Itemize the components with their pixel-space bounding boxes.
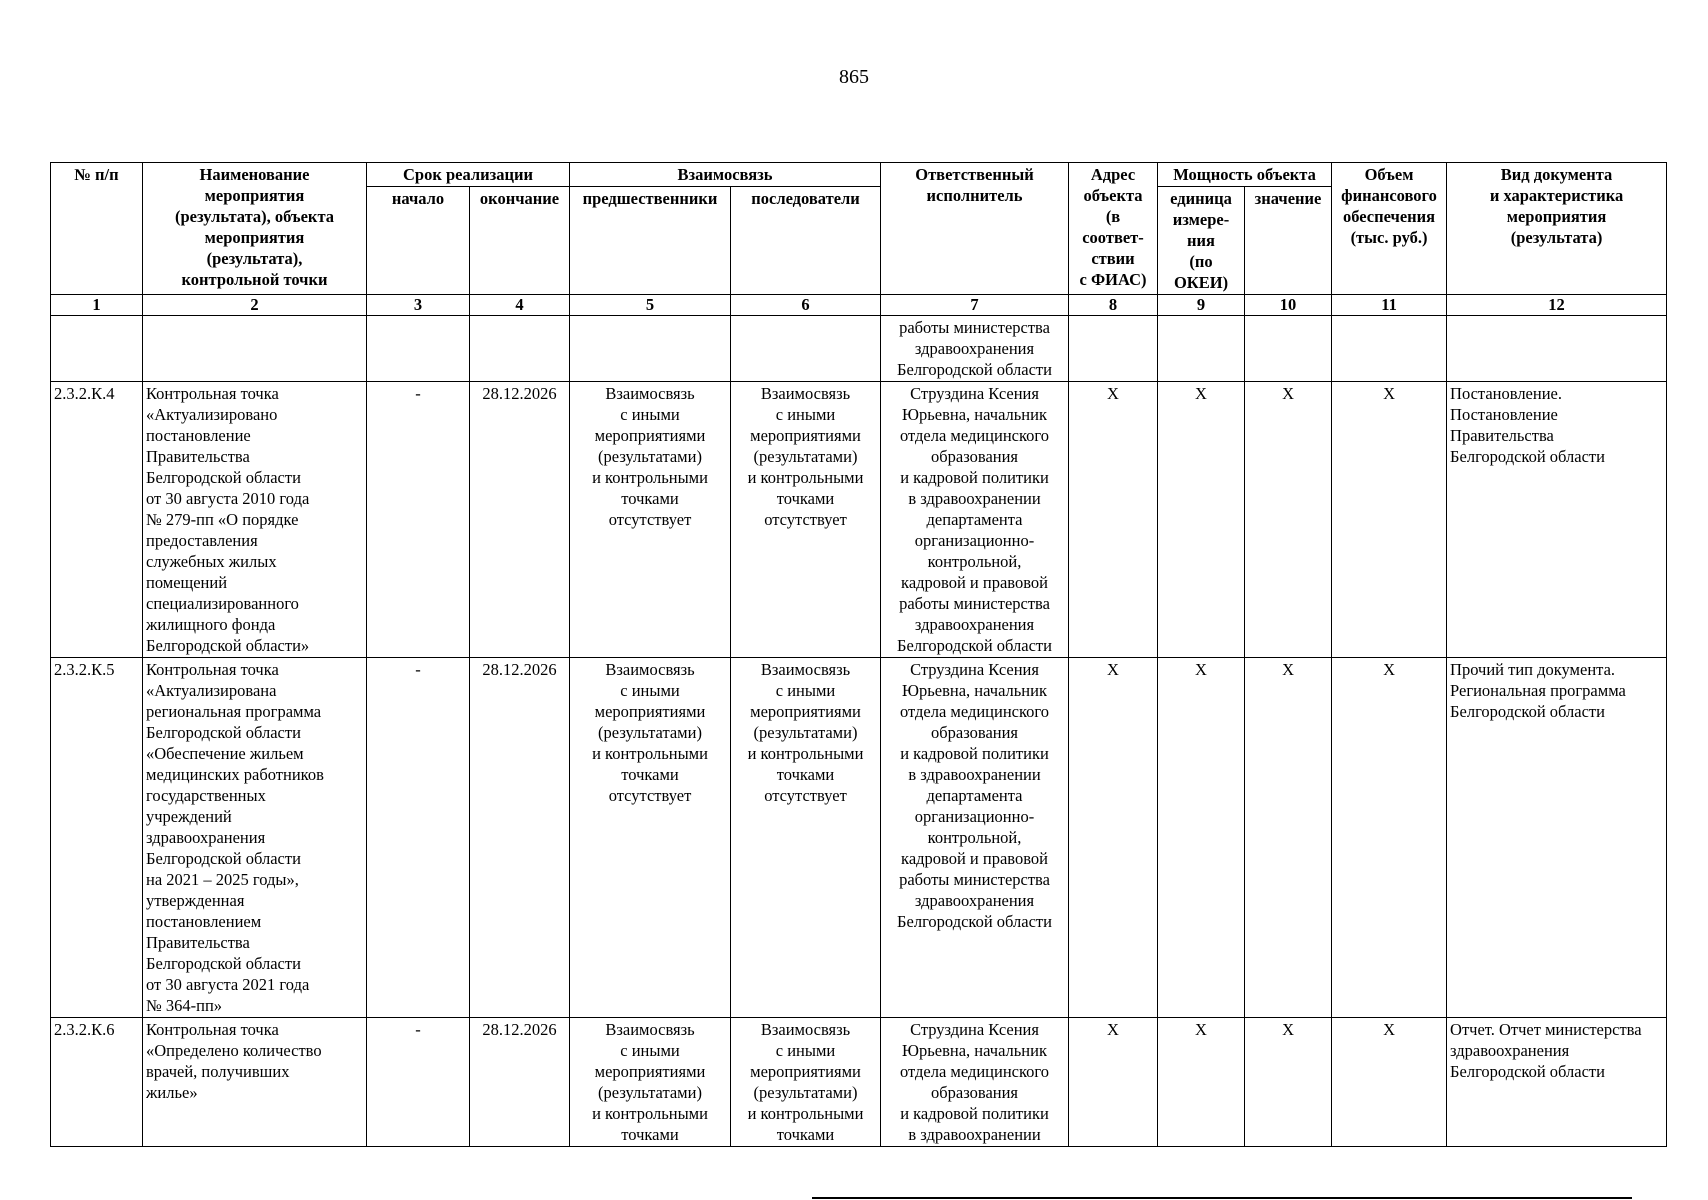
col-number: 10 (1245, 295, 1332, 316)
cell-name (143, 316, 367, 382)
cell-end: 28.12.2026 (470, 1018, 570, 1147)
cell-start: - (367, 382, 470, 658)
cell-address (1069, 316, 1158, 382)
cell-start: - (367, 1018, 470, 1147)
cell-predecessors: Взаимосвязь с иными мероприятиями (результатами) и контрольными точками (570, 1018, 731, 1147)
header-capacity-unit: единица измере- ния (по ОКЕИ) (1158, 187, 1245, 295)
cell-start (367, 316, 470, 382)
col-number: 2 (143, 295, 367, 316)
cell-responsible: Струздина Ксения Юрьевна, начальник отдела медицинского образования и кадровой политики в здравоохранении департамента организационно- контрольной, кадровой и правовой работы министерства здравоохранения Белгородской области (881, 658, 1069, 1018)
header-doc-type: Вид документа и характеристика мероприятия (результата) (1447, 163, 1667, 295)
col-number: 8 (1069, 295, 1158, 316)
cell-responsible: Струздина Ксения Юрьевна, начальник отдела медицинского образования и кадровой политики в здравоохранении (881, 1018, 1069, 1147)
header-term-group: Срок реализации (367, 163, 570, 187)
cell-number: 2.3.2.К.6 (51, 1018, 143, 1147)
cell-responsible: Струздина Ксения Юрьевна, начальник отдела медицинского образования и кадровой политики в здравоохранении департамента организационно- контрольной, кадровой и правовой работы министерства здравоохранения Белгородской области (881, 382, 1069, 658)
cell-name: Контрольная точка «Определено количество врачей, получивших жилье» (143, 1018, 367, 1147)
table-row (51, 316, 1667, 382)
cell-value: X (1245, 1018, 1332, 1147)
cell-predecessors (570, 316, 731, 382)
cell-end (470, 316, 570, 382)
cell-address: X (1069, 658, 1158, 1018)
cell-doc-type: Прочий тип документа. Региональная программа Белгородской области (1447, 658, 1667, 1018)
table-row (51, 658, 1667, 1018)
cell-value: X (1245, 658, 1332, 1018)
header-capacity-value: значение (1245, 187, 1332, 295)
cell-predecessors: Взаимосвязь с иными мероприятиями (результатами) и контрольными точками отсутствует (570, 658, 731, 1018)
header-capacity-group: Мощность объекта (1158, 163, 1332, 187)
header-responsible: Ответственный исполнитель (881, 163, 1069, 295)
header-link-pred: предшественники (570, 187, 731, 295)
cell-value: X (1245, 382, 1332, 658)
col-number: 3 (367, 295, 470, 316)
cell-unit (1158, 316, 1245, 382)
cell-number: 2.3.2.К.5 (51, 658, 143, 1018)
cell-successors (731, 316, 881, 382)
cell-unit: X (1158, 658, 1245, 1018)
cell-finance: X (1332, 1018, 1447, 1147)
header-link-succ: последователи (731, 187, 881, 295)
col-number: 4 (470, 295, 570, 316)
cell-unit: X (1158, 1018, 1245, 1147)
cell-successors: Взаимосвязь с иными мероприятиями (результатами) и контрольными точками (731, 1018, 881, 1147)
header-link-group: Взаимосвязь (570, 163, 881, 187)
col-number: 7 (881, 295, 1069, 316)
cell-predecessors: Взаимосвязь с иными мероприятиями (результатами) и контрольными точками отсутствует (570, 382, 731, 658)
cell-value (1245, 316, 1332, 382)
header-term-start: начало (367, 187, 470, 295)
plan-table (50, 162, 1667, 1147)
cell-finance (1332, 316, 1447, 382)
column-number-row (51, 295, 1667, 316)
cell-finance: X (1332, 382, 1447, 658)
cell-successors: Взаимосвязь с иными мероприятиями (результатами) и контрольными точками отсутствует (731, 382, 881, 658)
page-number: 865 (839, 66, 869, 88)
cell-address: X (1069, 1018, 1158, 1147)
cell-doc-type: Постановление. Постановление Правительства Белгородской области (1447, 382, 1667, 658)
cell-number (51, 316, 143, 382)
header-name: Наименование мероприятия (результата), объекта мероприятия (результата), контрольной точки (143, 163, 367, 295)
page-bottom-rule (812, 1197, 1632, 1199)
col-number: 12 (1447, 295, 1667, 316)
col-number: 5 (570, 295, 731, 316)
col-number: 9 (1158, 295, 1245, 316)
cell-start: - (367, 658, 470, 1018)
table-row (51, 1018, 1667, 1147)
cell-number: 2.3.2.К.4 (51, 382, 143, 658)
table-row (51, 382, 1667, 658)
header-term-end: окончание (470, 187, 570, 295)
col-number: 6 (731, 295, 881, 316)
header-number: № п/п (51, 163, 143, 295)
cell-doc-type (1447, 316, 1667, 382)
cell-successors: Взаимосвязь с иными мероприятиями (результатами) и контрольными точками отсутствует (731, 658, 881, 1018)
cell-unit: X (1158, 382, 1245, 658)
cell-end: 28.12.2026 (470, 382, 570, 658)
cell-address: X (1069, 382, 1158, 658)
col-number: 11 (1332, 295, 1447, 316)
cell-responsible: работы министерства здравоохранения Белгородской области (881, 316, 1069, 382)
cell-end: 28.12.2026 (470, 658, 570, 1018)
header-address: Адрес объекта (в соответ- ствии с ФИАС) (1069, 163, 1158, 295)
cell-doc-type: Отчет. Отчет министерства здравоохранения Белгородской области (1447, 1018, 1667, 1147)
cell-name: Контрольная точка «Актуализировано постановление Правительства Белгородской области от 30 августа 2010 года № 279-пп «О порядке предоставления служебных жилых помещений специализированного жилищного фонда Белгородской области» (143, 382, 367, 658)
header-finance: Объем финансового обеспечения (тыс. руб.) (1332, 163, 1447, 295)
cell-name: Контрольная точка «Актуализирована региональная программа Белгородской области «Обеспечение жильем медицинских работников государственных учреждений здравоохранения Белгородской области на 2021 – 2025 годы», утвержденная постановлением Правительства Белгородской области от 30 августа 2021 года № 364-пп» (143, 658, 367, 1018)
cell-finance: X (1332, 658, 1447, 1018)
col-number: 1 (51, 295, 143, 316)
